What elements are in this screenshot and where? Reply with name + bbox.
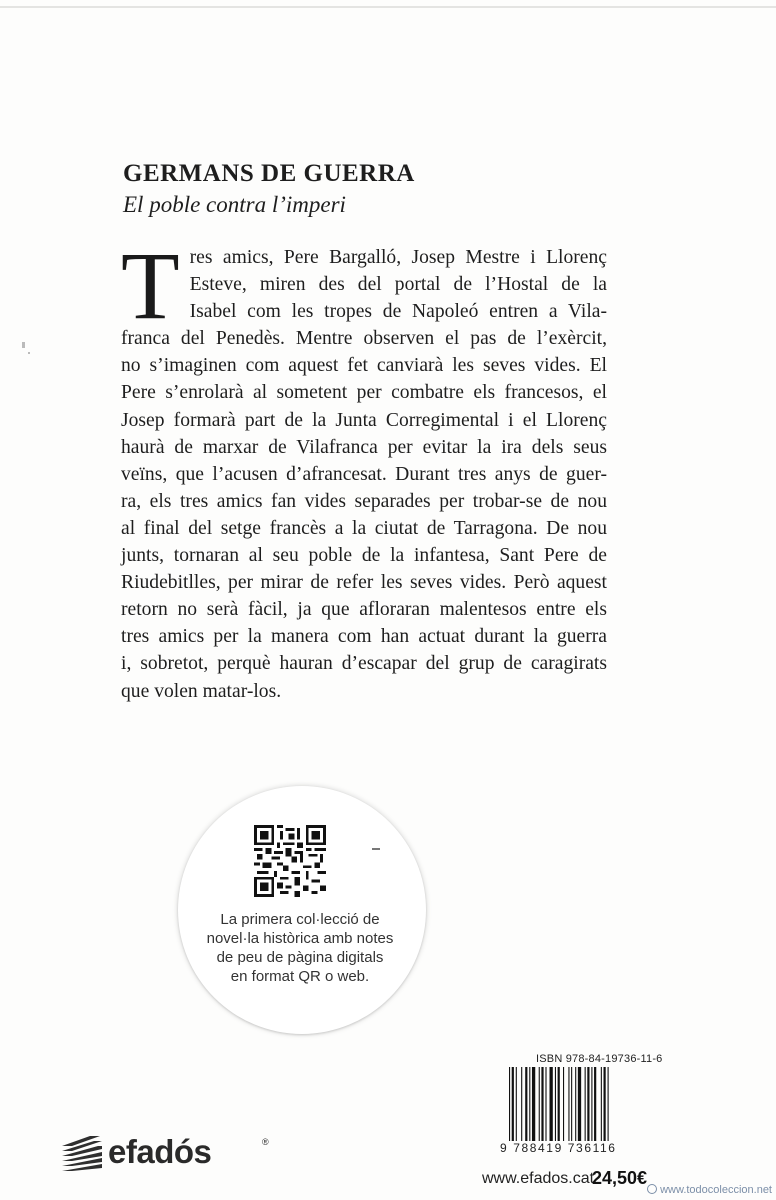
watermark [647,1184,772,1196]
top-edge-rule [0,6,776,8]
scan-speck [28,352,30,354]
sticker-mark [372,848,380,850]
blurb-line: retorn no serà fàcil, ja que afloraran malentesos entre els [121,599,607,621]
blurb-line: tres amics per la manera com han actuat durant la guerra [121,626,607,648]
blurb-line: res amics, Pere Bargalló, Josep Mestre i Llorenç [189,247,607,268]
book-title: GERMANS DE GUERRA [123,160,415,187]
barcode-digits: 9 788419 736116 [500,1141,617,1155]
watermark-icon [647,1184,657,1194]
book-subtitle: El poble contra l’imperi [123,192,346,217]
watermark-text: www.todocoleccion.net [660,1184,772,1196]
blurb-line: Esteve, miren des del portal de l’Hostal de la [189,274,607,296]
sticker-line: novel·la històrica amb notes [206,930,394,947]
efados-logo-icon [60,1134,104,1174]
blurb-line: no s’imaginen com aquest fet canviarà les seves vides. El [121,355,607,377]
barcode-icon [508,1067,648,1141]
qr-code-icon[interactable] [254,825,326,897]
scan-speck [22,342,25,348]
price-label: 24,50€ [592,1168,648,1188]
blurb-line: que volen matar-los. [121,680,282,702]
blurb-line: Josep formarà part de la Junta Corregimental i el Llorenç [121,409,607,431]
blurb-line: junts, tornaran al seu poble de la infantesa, Sant Pere de [121,545,607,567]
isbn-label: ISBN 978-84-19736-11-6 [536,1053,663,1065]
sticker-text [190,910,410,986]
blurb-line: al final del setge francès a la ciutat de Tarragona. De nou [121,517,607,539]
sticker-line: La primera col·lecció de [220,911,380,928]
blurb-line: i, sobretot, perquè hauran d’escapar del grup de caragirats [121,653,607,675]
blurb-line: haurà de marxar de Vilafranca per evitar la ira dels seus [121,436,607,458]
blurb-line: Isabel com les tropes de Napoleó entren a Vila- [189,301,607,323]
publisher-logo: efadós [108,1133,212,1170]
blurb-line: Riudebitlles, per mirar de refer les seves vides. Però aquest [121,572,607,594]
blurb-line: ra, els tres amics fan vides separades per trobar-se de nou [121,490,607,512]
blurb-text [121,232,607,705]
sticker-line: de peu de pàgina digitals [216,949,384,966]
registered-mark: ® [262,1137,269,1147]
blurb-line: franca del Penedès. Mentre observen el pas de l’exèrcit, [121,328,607,350]
drop-cap: T [121,232,180,339]
publisher-website[interactable]: www.efados.cat [482,1170,595,1187]
blurb-line: veïns, que l’acusen d’afrancesat. Durant tres anys de guer- [121,463,607,485]
blurb-line: Pere s’enrolarà al sometent per combatre els francesos, el [121,382,607,404]
sticker-line: en format QR o web. [230,968,370,985]
